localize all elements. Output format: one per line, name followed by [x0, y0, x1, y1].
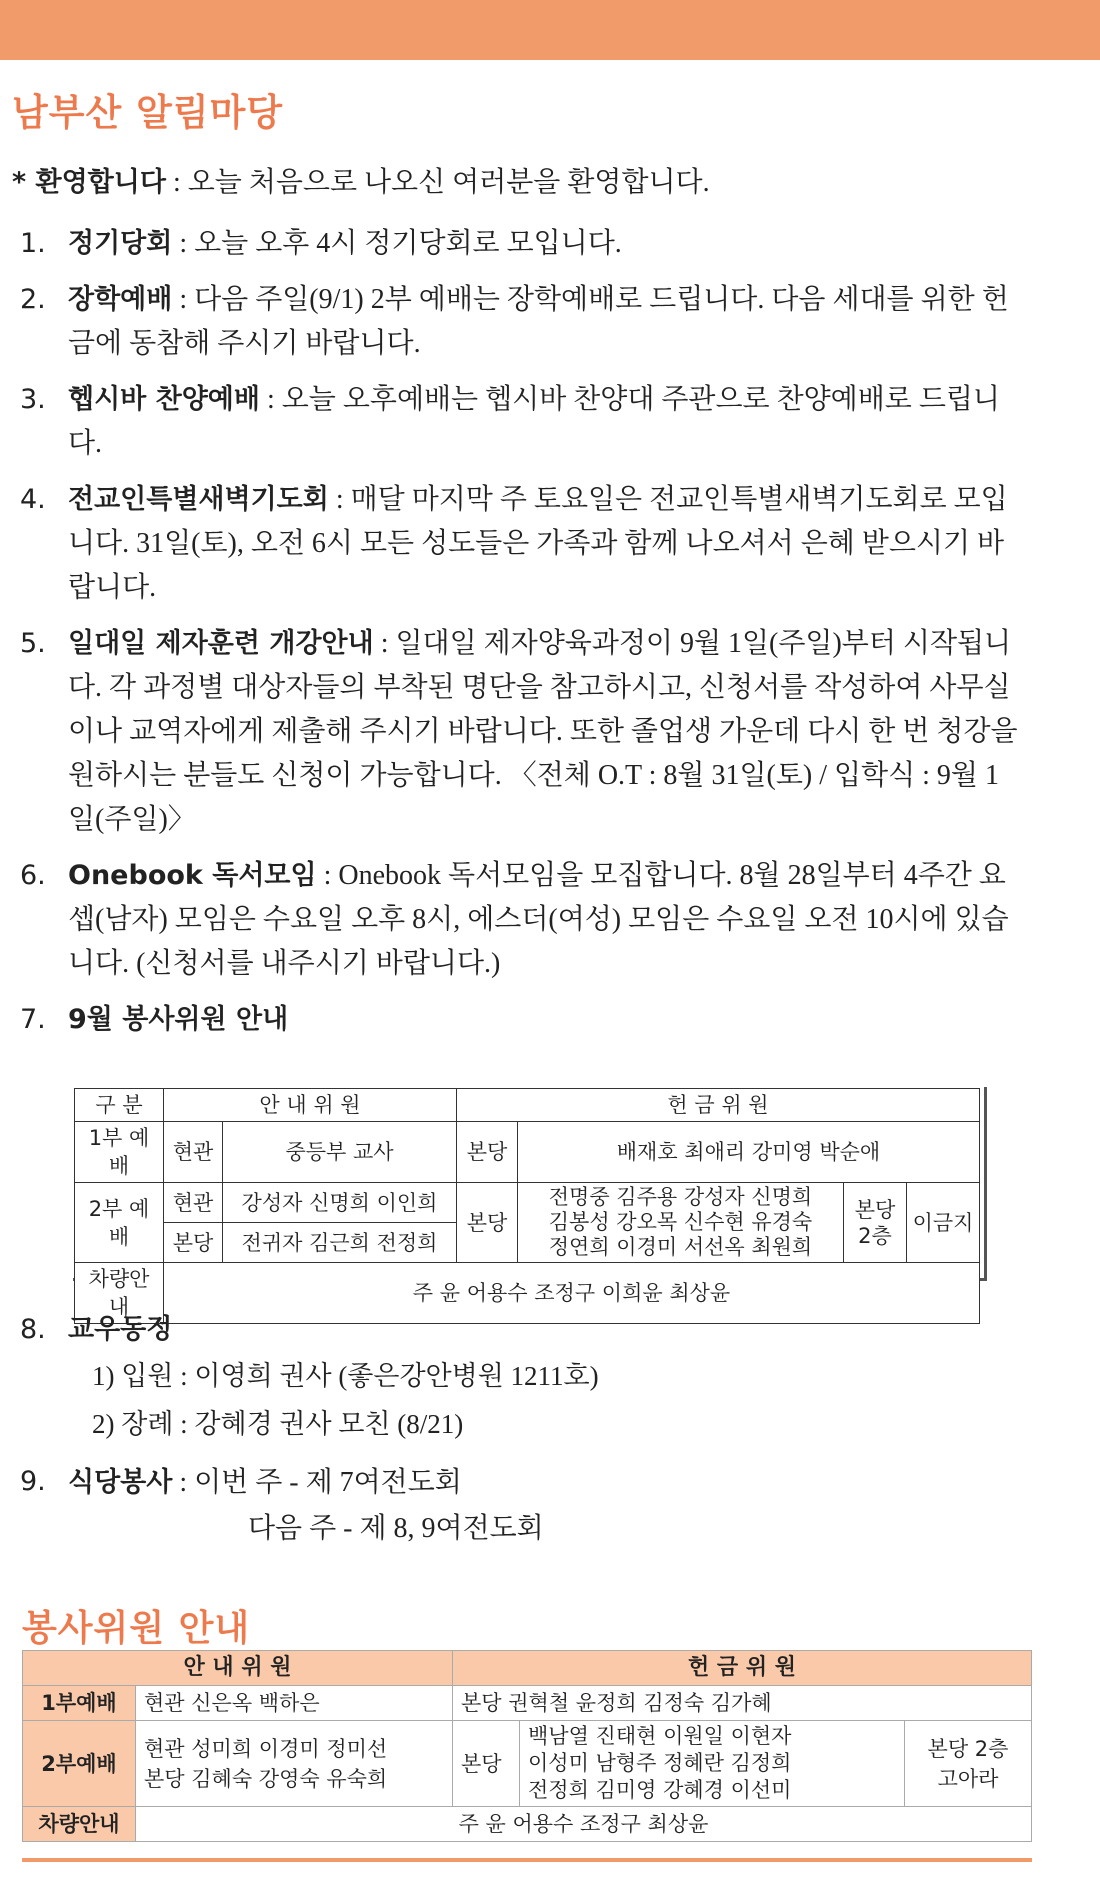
- item-text: : Onebook 독서모임을 모집합니다. 8월 28일부터 4주간 요셉(남자) 모임은 수요일 오후 8시, 에스더(여성) 모임은 수요일 오전 10시에 있습니다. (신청서를 내주시기 바랍니다.): [68, 860, 1009, 979]
- item-number: 8.: [20, 1314, 46, 1345]
- table-row: [23, 1651, 1032, 1686]
- table-row: [23, 1807, 1032, 1842]
- food-line: 다음 주 - 제 8, 9여전도회: [248, 1513, 544, 1544]
- offer-names-line: 전명중 김주용 강성자 신명희: [548, 1185, 813, 1209]
- sub-item: 1) 입원 : 이영희 권사 (좋은강안병원 1211호): [92, 1361, 599, 1391]
- welcome-label: * 환영합니다: [12, 167, 166, 198]
- announcement-item-8: [20, 1308, 1020, 1448]
- announcement-item-7: [20, 998, 1020, 1042]
- table-header: 안 내 위 원: [164, 1089, 457, 1122]
- table-cell: 본당 2층: [844, 1183, 907, 1263]
- table-cell: 현관: [164, 1122, 223, 1183]
- guide-names-line: 본당 김혜숙 강영숙 유숙희: [144, 1766, 388, 1791]
- item-label: 장학예배: [68, 284, 173, 315]
- table-cell: 차량안내: [23, 1807, 136, 1842]
- item-number: 5.: [20, 628, 46, 659]
- item-number: 2.: [20, 284, 46, 315]
- announcement-list-lower: [20, 1308, 1020, 1564]
- table-row: [23, 1686, 1032, 1721]
- floor2-label: 본당 2층: [927, 1736, 1009, 1761]
- table-cell: 현관: [164, 1183, 223, 1223]
- table-cell: [905, 1721, 1032, 1807]
- item-text: : 이번 주 - 제 7여전도회: [172, 1467, 462, 1498]
- top-color-bar: [0, 0, 1100, 60]
- table-cell: 전귀자 김근희 전정희: [223, 1223, 457, 1263]
- table-cell: 주 윤 어용수 조정구 이희윤 최상윤: [164, 1263, 980, 1324]
- volunteer-table: [22, 1650, 1032, 1842]
- table-cell: 2부 예배: [75, 1183, 164, 1263]
- table-cell: 본당: [457, 1183, 518, 1263]
- item-number: 3.: [20, 384, 46, 415]
- table-cell: 본당: [453, 1721, 520, 1807]
- item-number: 9.: [20, 1466, 46, 1497]
- table-cell: [520, 1721, 905, 1807]
- item-text: : 다음 주일(9/1) 2부 예배는 장학예배로 드립니다. 다음 세대를 위한 헌금에 동참해 주시기 바랍니다.: [68, 284, 1009, 359]
- table-cell: 주 윤 어용수 조정구 최상윤: [136, 1807, 1032, 1842]
- item-text: : 오늘 오후예배는 헵시바 찬양대 주관으로 찬양예배로 드립니다.: [68, 384, 1000, 459]
- welcome-text: : 오늘 처음으로 나오신 여러분을 환영합니다.: [165, 167, 710, 198]
- table-cell: [136, 1721, 453, 1807]
- table-cell: 이금지: [907, 1183, 980, 1263]
- sub-item: 2) 장례 : 강혜경 권사 모친 (8/21): [92, 1409, 464, 1439]
- item-label: 헵시바 찬양예배: [68, 384, 260, 415]
- table-cell: 차량안내: [75, 1263, 164, 1324]
- food-line: [68, 1460, 1020, 1506]
- page-title: 남부산 알림마당: [12, 91, 284, 134]
- item-label: 정기당회: [68, 228, 173, 259]
- announcement-list: [20, 222, 1020, 1054]
- item-label: 9월 봉사위원 안내: [68, 1004, 289, 1035]
- announcement-item: [20, 222, 1020, 266]
- table-cell: 2부예배: [23, 1721, 136, 1807]
- table-cell: 본당: [457, 1122, 518, 1183]
- announcement-item-9: [20, 1460, 1020, 1552]
- item-number: 6.: [20, 860, 46, 891]
- table-cell: 1부 예배: [75, 1122, 164, 1183]
- table-cell: 배재호 최애리 강미영 박순애: [518, 1122, 980, 1183]
- announcement-item: [20, 278, 1020, 366]
- item-label: Onebook 독서모임: [68, 860, 317, 891]
- table-cell: [518, 1183, 844, 1263]
- table-row: [75, 1089, 980, 1122]
- announcement-item: [20, 854, 1020, 986]
- welcome-line: [12, 160, 710, 200]
- item-text: : 매달 마지막 주 토요일은 전교인특별새벽기도회로 모입니다. 31일(토), 오전 6시 모든 성도들은 가족과 함께 나오셔서 은혜 받으시기 바랍니다.: [68, 484, 1008, 603]
- table-header: 안 내 위 원: [23, 1651, 453, 1686]
- item-label: 일대일 제자훈련 개강안내: [68, 628, 374, 659]
- offer-names-line: 정연희 이경미 서선옥 최원희: [548, 1235, 813, 1259]
- volunteer-section-title: 봉사위원 안내: [22, 1608, 251, 1649]
- floor2-name: 고아라: [937, 1766, 999, 1791]
- item-number: 7.: [20, 1004, 46, 1035]
- table-cell: 현관 신은옥 백하은: [136, 1686, 453, 1721]
- table-cell: 강성자 신명희 이인희: [223, 1183, 457, 1223]
- item-label: 전교인특별새벽기도회: [68, 484, 329, 515]
- item-text: : 일대일 제자양육과정이 9월 1일(주일)부터 시작됩니다. 각 과정별 대상자들의 부착된 명단을 참고하시고, 신청서를 작성하여 사무실이나 교역자에게 제출해 주시기 바랍니다. 또한 졸업생 가운데 다시 한 번 청강을 원하시는 분들도 신청이 가능합니다. 〈전체 O.T : 8월 31일(토) / 입학식 : 9월 1일(주일)〉: [68, 628, 1018, 835]
- announcement-item: [20, 622, 1020, 842]
- table-header: 구 분: [75, 1089, 164, 1122]
- table-cell: 1부예배: [23, 1686, 136, 1721]
- item-label: 교우동정: [68, 1314, 173, 1345]
- item-number: 4.: [20, 484, 46, 515]
- offer-names-line: 백남열 진태현 이원일 이현자: [528, 1724, 792, 1748]
- announcement-item: [20, 378, 1020, 466]
- item-number: 1.: [20, 228, 46, 259]
- september-volunteer-table: [74, 1088, 980, 1324]
- table-cell: 중등부 교사: [223, 1122, 457, 1183]
- offer-names-line: 전정희 김미영 강혜경 이선미: [528, 1778, 792, 1802]
- table-row: [75, 1183, 980, 1223]
- table-cell: 본당 권혁철 윤정희 김정숙 김가혜: [453, 1686, 1032, 1721]
- table-cell: 본당: [164, 1223, 223, 1263]
- guide-names-line: 현관 성미희 이경미 정미선: [144, 1736, 388, 1761]
- table-header: 헌 금 위 원: [457, 1089, 980, 1122]
- offer-names-line: 김봉성 강오목 신수현 유경숙: [548, 1210, 813, 1234]
- table-header: 헌 금 위 원: [453, 1651, 1032, 1686]
- table-row: [23, 1721, 1032, 1807]
- item-text: : 오늘 오후 4시 정기당회로 모입니다.: [172, 228, 622, 259]
- offer-names-line: 이성미 남형주 정혜란 김정희: [528, 1751, 792, 1775]
- announcement-item: [20, 478, 1020, 610]
- table-bottom-rule: [22, 1858, 1032, 1862]
- table-row: [75, 1122, 980, 1183]
- item-label: 식당봉사: [68, 1467, 173, 1498]
